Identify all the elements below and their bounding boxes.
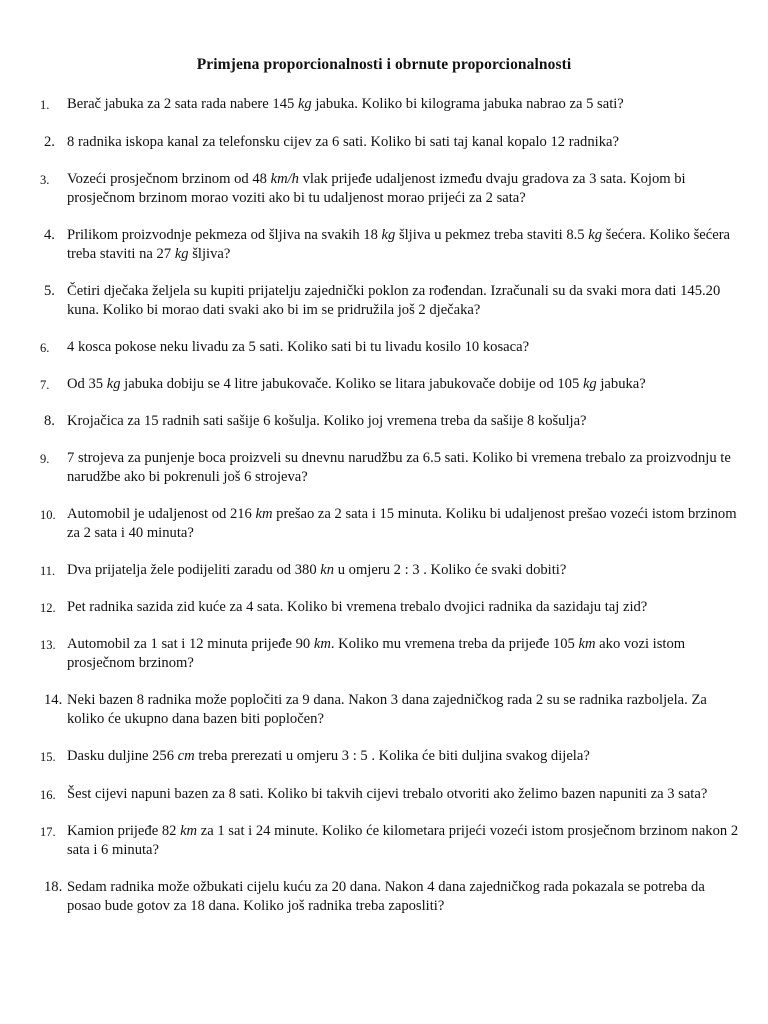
problem-text-segment: šljiva u pekmez treba staviti 8.5: [395, 227, 589, 243]
unit-text: km: [255, 506, 273, 522]
problem-text: [67, 282, 739, 320]
problem-text: [67, 412, 739, 431]
problem-text: [67, 170, 739, 208]
problem-number: 1.: [40, 98, 50, 112]
problem-number: 14.: [44, 692, 63, 708]
problem-number: 2.: [44, 134, 55, 150]
unit-text: cm: [177, 748, 195, 764]
problem-text-segment: Vozeći prosječnom brzinom od 48: [67, 171, 271, 187]
unit-text: km: [180, 823, 198, 839]
problem-text: [67, 747, 739, 766]
problem-text-segment: 8 radnika iskopa kanal za telefonsku cijev za 6 sati. Koliko bi sati taj kanal kopalo 12 radnika?: [67, 134, 619, 150]
unit-text: km: [313, 636, 331, 652]
problem-text: [67, 226, 739, 264]
unit-text: kg: [582, 376, 597, 392]
problem-text-segment: Krojačica za 15 radnih sati sašije 6 košulja. Koliko joj vremena treba da sašije 8 košulja?: [67, 413, 587, 429]
problem-number: 9.: [40, 452, 50, 466]
problem-text-segment: 4 kosca pokose neku livadu za 5 sati. Koliko sati bi tu livadu kosilo 10 kosaca?: [67, 339, 530, 355]
problem-text-segment: vlak prijeđe udaljenost između dvaju gradova za 3 sata. Kojom bi prosječnom brzinom morao voziti ako bi tu udaljenost morao prijeći za 2 sata?: [67, 171, 686, 206]
problem-text: [67, 598, 739, 617]
problem-number: 6.: [40, 341, 50, 355]
problem-text: [67, 133, 739, 152]
problem-number: 3.: [40, 173, 50, 187]
problem-text-segment: Berač jabuka za 2 sata rada nabere 145: [67, 96, 298, 112]
unit-text: kg: [106, 376, 121, 392]
problem-text-segment: Dasku duljine 256: [67, 748, 178, 764]
page-title: Primjena proporcionalnosti i obrnute proporcionalnosti: [196, 56, 572, 73]
problem-text: [67, 95, 739, 114]
problem-text-segment: . Koliko mu vremena treba da prijeđe 105: [330, 636, 579, 652]
problem-text-segment: jabuka dobiju se 4 litre jabukovače. Koliko se litara jabukovače dobije od 105: [120, 376, 583, 392]
problem-text: [67, 691, 739, 729]
problem-number: 15.: [40, 750, 56, 764]
unit-text: km/h: [270, 171, 299, 187]
problem-text-segment: jabuka. Koliko bi kilograma jabuka nabrao za 5 sati?: [311, 96, 624, 112]
problem-text-segment: prešao za 2 sata i 15 minuta. Koliku bi udaljenost prešao vozeći istom brzinom za 2 sata i 40 minuta?: [67, 506, 737, 541]
problem-number: 4.: [44, 227, 55, 243]
problem-number: 11.: [40, 564, 56, 578]
problem-text-segment: Neki bazen 8 radnika može popločiti za 9 dana. Nakon 3 dana zajedničkog rada 2 su se radnika razboljela. Za koliko će ukupno dana bazen biti popločen?: [67, 692, 707, 727]
problem-number: 5.: [44, 283, 55, 299]
problem-number: 18.: [44, 879, 63, 895]
problem-number: 12.: [40, 601, 56, 615]
problem-text-segment: Automobil je udaljenost od 216: [67, 506, 256, 522]
problem-text-segment: Šest cijevi napuni bazen za 8 sati. Koliko bi takvih cijevi trebalo otvoriti ako želimo bazen napuniti za 3 sata?: [67, 786, 708, 802]
problem-number: 7.: [40, 378, 50, 392]
problem-number: 10.: [40, 508, 56, 522]
problem-text-segment: Prilikom proizvodnje pekmeza od šljiva na svakih 18: [67, 227, 382, 243]
unit-text: kg: [174, 246, 189, 262]
problem-text-segment: za 1 sat i 24 minute. Koliko će kilometara prijeći vozeći istom prosječnom brzinom nakon 2 sata i 6 minuta?: [67, 823, 739, 858]
problem-text-segment: šećera. Koliko šećera treba staviti na 27: [67, 227, 731, 262]
problem-text-segment: Automobil za 1 sat i 12 minuta prijeđe 90: [67, 636, 314, 652]
problem-text: [67, 785, 739, 804]
unit-text: kg: [381, 227, 396, 243]
problem-text-segment: u omjeru 2 : 3 . Koliko će svaki dobiti?: [334, 562, 567, 578]
unit-text: km: [578, 636, 596, 652]
unit-text: kg: [297, 96, 312, 112]
problem-text: [67, 338, 739, 357]
problem-text: [67, 375, 739, 394]
problem-number: 13.: [40, 638, 56, 652]
problem-number: 17.: [40, 825, 56, 839]
problem-text: [67, 561, 739, 580]
problem-number: 16.: [40, 788, 56, 802]
unit-text: kg: [588, 227, 602, 243]
problem-text-segment: Kamion prijeđe 82: [67, 823, 181, 839]
problem-text-segment: Pet radnika sazida zid kuće za 4 sata. Koliko bi vremena trebalo dvojici radnika da sazidaju taj zid?: [67, 599, 648, 615]
problem-number: 8.: [44, 413, 55, 429]
problem-text-segment: Četiri dječaka željela su kupiti prijatelju zajednički poklon za rođendan. Izračunali su da svaki mora dati 145.20 kuna. Koliko bi morao dati svaki ako bi im se pridružila još 2 dječaka?: [67, 283, 721, 318]
problem-text: [67, 878, 739, 916]
problem-text-segment: 7 strojeva za punjenje boca proizveli su dnevnu narudžbu za 6.5 sati. Koliko bi vremena trebalo za proizvodnju te narudžbe ako bi pokrenuli još 6 strojeva?: [67, 450, 731, 485]
problem-text: [67, 635, 739, 673]
problem-text-segment: šljiva?: [188, 246, 231, 262]
problem-text-segment: jabuka?: [596, 376, 646, 392]
problem-text-segment: Dva prijatelja žele podijeliti zaradu od 380: [67, 562, 321, 578]
problem-text-segment: ako vozi istom prosječnom brzinom?: [67, 636, 686, 671]
unit-text: kn: [320, 562, 335, 578]
problem-text: [67, 449, 739, 487]
problem-text: [67, 505, 739, 543]
problem-text-segment: treba prerezati u omjeru 3 : 5 . Kolika će biti duljina svakog dijela?: [194, 748, 590, 764]
problem-text-segment: Sedam radnika može ožbukati cijelu kuću za 20 dana. Nakon 4 dana zajedničkog rada pokazala se potreba da posao bude gotov za 18 dana. Koliko još radnika treba zaposliti?: [67, 879, 705, 914]
problem-text-segment: Od 35: [67, 376, 107, 392]
problem-text: [67, 822, 739, 860]
